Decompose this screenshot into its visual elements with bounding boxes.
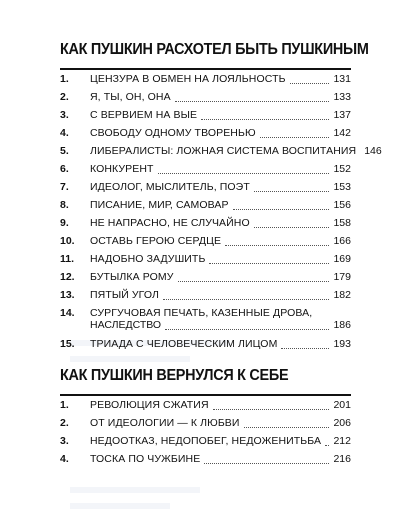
entry-page: 137 <box>333 109 351 121</box>
entry-number: 11. <box>60 253 75 265</box>
entry-title: РЕВОЛЮЦИЯ СЖАТИЯ <box>90 399 209 411</box>
entry-number: 9. <box>60 217 69 229</box>
leader-dots <box>158 173 330 174</box>
leader-dots <box>325 445 329 446</box>
entry-title-continued: НАСЛЕДСТВО <box>90 319 162 331</box>
entry-title: Я, ТЫ, ОН, ОНА <box>90 91 171 103</box>
entry-page: 158 <box>333 217 351 229</box>
entry-number: 3. <box>60 109 69 121</box>
leader-dots <box>254 227 330 228</box>
entry-page: 216 <box>333 453 351 465</box>
entry-title: ЛИБЕРАЛИСТЫ: ЛОЖНАЯ СИСТЕМА ВОСПИТАНИЯ <box>90 145 357 157</box>
entry-number: 13. <box>60 289 75 301</box>
leader-dots <box>260 137 330 138</box>
toc-entry[interactable] <box>60 452 351 467</box>
entry-page: 186 <box>333 319 351 331</box>
entry-number: 5. <box>60 145 69 157</box>
bleed-through-mark <box>70 503 170 509</box>
toc-entry[interactable] <box>60 398 351 413</box>
entry-title: ОСТАВЬ ГЕРОЮ СЕРДЦЕ <box>90 235 222 247</box>
section-divider <box>60 68 351 70</box>
entry-title: ЦЕНЗУРА В ОБМЕН НА ЛОЯЛЬНОСТЬ <box>90 73 286 85</box>
toc-entry[interactable] <box>60 108 351 123</box>
leader-dots <box>201 119 329 120</box>
entry-page: 131 <box>333 73 351 85</box>
entry-page: 169 <box>333 253 351 265</box>
toc-entry[interactable] <box>60 180 351 195</box>
toc-entry[interactable] <box>60 416 351 431</box>
entry-title: НЕДООТКАЗ, НЕДОПОБЕГ, НЕДОЖЕНИТЬБА <box>90 435 322 447</box>
entry-page: 146 <box>364 145 382 157</box>
entry-number: 10. <box>60 235 75 247</box>
entry-number: 1. <box>60 73 69 85</box>
bleed-through-mark <box>70 356 190 362</box>
entry-title: ИДЕОЛОГ, МЫСЛИТЕЛЬ, ПОЭТ <box>90 181 250 193</box>
leader-dots <box>244 427 330 428</box>
entry-page: 142 <box>333 127 351 139</box>
entry-title: ПИСАНИЕ, МИР, САМОВАР <box>90 199 229 211</box>
entry-page: 166 <box>333 235 351 247</box>
entry-page: 153 <box>333 181 351 193</box>
toc-entry[interactable] <box>60 337 351 352</box>
toc-entry[interactable] <box>60 198 351 213</box>
entry-title: СУРГУЧОВАЯ ПЕЧАТЬ, КАЗЕННЫЕ ДРОВА, <box>90 307 313 319</box>
entry-number: 15. <box>60 338 75 350</box>
entry-page: 133 <box>333 91 351 103</box>
leader-dots <box>290 83 330 84</box>
entry-number: 2. <box>60 91 69 103</box>
entry-title: ОТ ИДЕОЛОГИИ — К ЛЮБВИ <box>90 417 240 429</box>
entry-page: 182 <box>333 289 351 301</box>
leader-dots <box>163 299 329 300</box>
entry-page: 179 <box>333 271 351 283</box>
entry-number: 4. <box>60 127 69 139</box>
entry-title: ТОСКА ПО ЧУЖБИНЕ <box>90 453 201 465</box>
toc-entry[interactable] <box>60 234 351 249</box>
entry-page: 156 <box>333 199 351 211</box>
section-divider <box>60 394 351 396</box>
toc-entry[interactable] <box>60 90 351 105</box>
entry-number: 12. <box>60 271 75 283</box>
leader-dots <box>204 463 329 464</box>
entry-number: 2. <box>60 417 69 429</box>
leader-dots <box>225 245 329 246</box>
entry-page: 152 <box>333 163 351 175</box>
leader-dots <box>165 329 329 330</box>
entry-number: 8. <box>60 199 69 211</box>
leader-dots <box>175 101 330 102</box>
entry-number: 6. <box>60 163 69 175</box>
entry-page: 201 <box>333 399 351 411</box>
toc-entry[interactable] <box>60 144 382 159</box>
toc-entry[interactable] <box>60 303 351 333</box>
toc-entry[interactable] <box>60 216 351 231</box>
entry-title: БУТЫЛКА РОМУ <box>90 271 174 283</box>
toc-entry[interactable] <box>60 288 351 303</box>
leader-dots <box>213 409 330 410</box>
toc-entry[interactable] <box>60 72 351 87</box>
entry-title: СВОБОДУ ОДНОМУ ТВОРЕНЬЮ <box>90 127 256 139</box>
toc-entry[interactable] <box>60 270 351 285</box>
leader-dots <box>254 191 330 192</box>
leader-dots <box>281 348 329 349</box>
leader-dots <box>178 281 330 282</box>
entry-title: ПЯТЫЙ УГОЛ <box>90 289 160 301</box>
entry-title: С ВЕРВИЕМ НА ВЫЕ <box>90 109 198 121</box>
leader-dots <box>209 263 329 264</box>
entry-page: 206 <box>333 417 351 429</box>
leader-dots <box>233 209 330 210</box>
section-title: КАК ПУШКИН ВЕРНУЛСЯ К СЕБЕ <box>60 367 289 384</box>
toc-entry[interactable] <box>60 252 351 267</box>
entry-title: ТРИАДА С ЧЕЛОВЕЧЕСКИМ ЛИЦОМ <box>90 338 278 350</box>
entry-page: 193 <box>333 338 351 350</box>
toc-entry[interactable] <box>60 162 351 177</box>
toc-entry[interactable] <box>60 434 351 449</box>
entry-title: НАДОБНО ЗАДУШИТЬ <box>90 253 206 265</box>
entry-title: НЕ НАПРАСНО, НЕ СЛУЧАЙНО <box>90 217 250 229</box>
entry-number: 4. <box>60 453 69 465</box>
entry-number: 7. <box>60 181 69 193</box>
section-title: КАК ПУШКИН РАСХОТЕЛ БЫТЬ ПУШКИНЫМ <box>60 41 369 58</box>
entry-number: 3. <box>60 435 69 447</box>
entry-page: 212 <box>333 435 351 447</box>
entry-number: 14. <box>60 307 75 319</box>
bleed-through-mark <box>70 487 200 493</box>
toc-entry[interactable] <box>60 126 351 141</box>
entry-number: 1. <box>60 399 69 411</box>
entry-title: КОНКУРЕНТ <box>90 163 154 175</box>
